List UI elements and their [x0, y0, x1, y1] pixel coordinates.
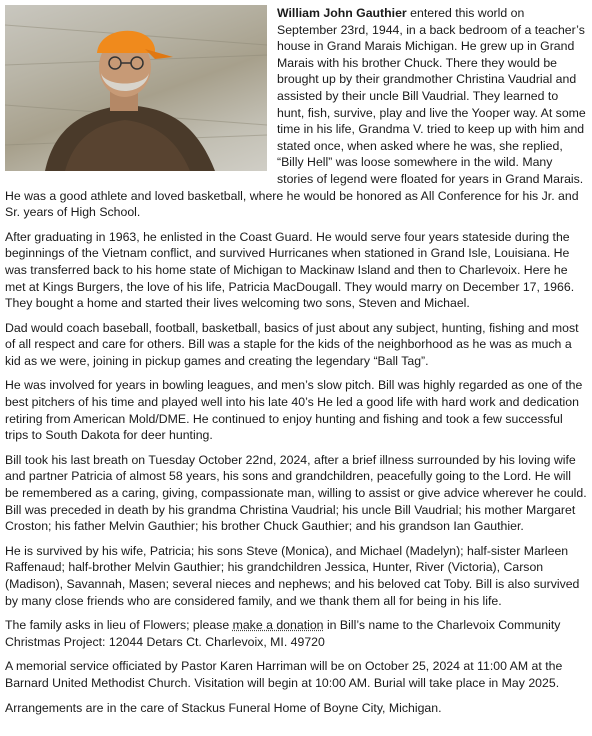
donation-text-before: The family asks in lieu of Flowers; please: [5, 618, 233, 633]
intro-text: entered this world on September 23rd, 1944, in a back bedroom of a teacher’s house in Grand Marais Michigan. He grew up in Grand Marais with his brother Chuck. There they would be brought up by their grandmother Christina Vaudrial and assisted by their uncle Bill Vaudrial. They learned to hunt, fish, survive, play and live the Yooper way. At some time in his life, Grandma V. tried to keep up with him and stated once, when asked where he was, she replied, “Billy Hell” was loose somewhere in the wild. Many stories of legend were floated for years in Grand Marais. He was a good athlete and loved basketball, where he would be honored as All Conference for his Jr. and Sr. years of High School.: [5, 6, 586, 220]
paragraph-donation: [5, 617, 587, 650]
paragraph-memorial: A memorial service officiated by Pastor Karen Harriman will be on October 25, 2024 at 11:00 AM at the Barnard United Methodist Church. Visitation will begin at 10:00 AM. Burial will take place in May 2025.: [5, 659, 563, 690]
paragraph-service: After graduating in 1963, he enlisted in the Coast Guard. He would serve four years stateside during the beginnings of the Vietnam conflict, and survived Hurricanes when stationed in Grand Isle, Louisiana. He was transferred back to his home state of Michigan to Mackinaw Island and then to Charlevoix. Here he met at Kings Burgers, the love of his life, Patricia MacDougall. They would marry on December 17, 1966. They bought a home and started their lives welcoming two sons, Steven and Michael.: [5, 229, 575, 311]
deceased-name: William John Gauthier: [277, 6, 407, 20]
portrait-photo: [5, 5, 267, 171]
portrait-illustration: [5, 5, 267, 171]
paragraph-coaching: Dad would coach baseball, football, basketball, basics of just about any subject, hunting, fishing and most of all respect and care for others. Bill was a staple for the kids of the neighborhood as he was as much a kid as we were, joining in pickup games and creating the legendary “Ball Tag”.: [5, 320, 579, 368]
paragraph-survivors: He is survived by his wife, Patricia; his sons Steve (Monica), and Michael (Madelyn); half-sister Marleen Raffenaud; half-brother Melvin Gauthier; his grandchildren Jessica, Hunter, River (Victoria), Carson (Madison), Savannah, Masen; several nieces and nephews; and his beloved cat Toby. Bill is also survived by many close friends who are considered family, and we thank them all for being in his life.: [5, 543, 580, 608]
donation-text-after: in Bill’s name to the Charlevoix Community Christmas Project: 12044 Detars Ct. Charlevoix, MI. 49720: [5, 618, 561, 649]
obituary-document: [5, 5, 587, 724]
donation-link[interactable]: make a donation: [232, 618, 324, 633]
paragraph-passing: Bill took his last breath on Tuesday October 22nd, 2024, after a brief illness surrounded by his loving wife and partner Patricia of almost 58 years, his sons and grandchildren, peacefully going to the Lord. He will be remembered as a caring, giving, compassionate man, willing to assist or give advice wherever he could. Bill was preceded in death by his grandma Christina Vaudrial; his uncle Bill Vaudrial; his mother Margaret Croston; his father Melvin Gauthier; his brother Chuck Gauthier; and his grandson Ian Gauthier.: [5, 452, 587, 534]
paragraph-arrangements: Arrangements are in the care of Stackus Funeral Home of Boyne City, Michigan.: [5, 700, 442, 715]
paragraph-bowling: He was involved for years in bowling leagues, and men’s slow pitch. Bill was highly regarded as one of the best pitchers of his time and played well into his late 40’s He led a good life with hard work and dedication retiring from American Mold/DME. He continued to enjoy hunting and fishing and took a few successful trips to South Dakota for deer hunting.: [5, 378, 583, 443]
